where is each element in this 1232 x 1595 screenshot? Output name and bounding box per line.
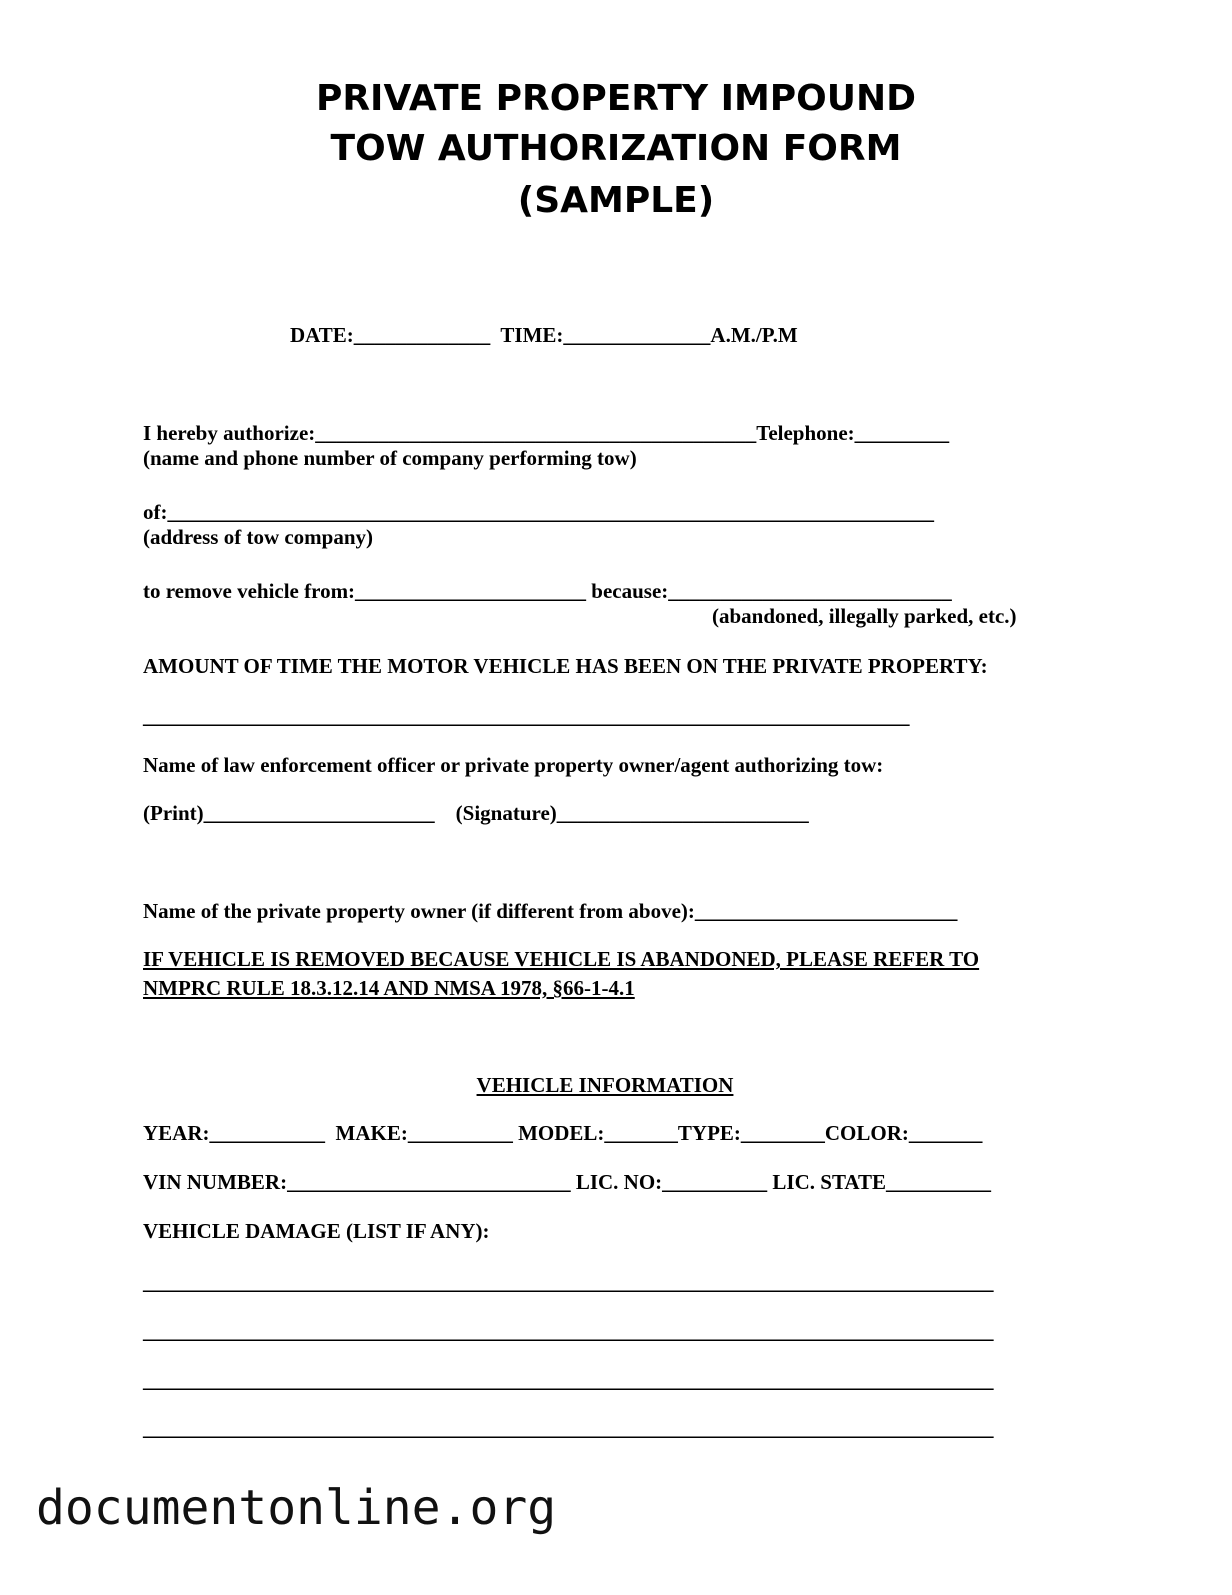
amount-of-time-field[interactable]: _________________________________________________________________________ bbox=[143, 704, 910, 728]
vehicle-details-row-2[interactable]: VIN NUMBER:___________________________ LIC. NO:__________ LIC. STATE__________ bbox=[143, 1170, 992, 1194]
date-time-field[interactable]: DATE:_____________ TIME:______________A.M./P.M bbox=[290, 323, 798, 347]
officer-label: Name of law enforcement officer or private property owner/agent authorizing tow: bbox=[143, 753, 884, 777]
remove-reason-note: (abandoned, illegally parked, etc.) bbox=[712, 604, 1017, 628]
form-title-line-1: PRIVATE PROPERTY IMPOUND bbox=[315, 78, 917, 119]
damage-line[interactable]: _________________________________________________________________________________ bbox=[143, 1368, 994, 1392]
abandoned-notice-line-2: NMPRC RULE 18.3.12.14 AND NMSA 1978, §66-1-4.1 bbox=[143, 976, 635, 1000]
authorize-note: (name and phone number of company performing tow) bbox=[143, 446, 637, 470]
damage-line[interactable]: _________________________________________________________________________________ bbox=[143, 1270, 994, 1294]
damage-line[interactable]: _________________________________________________________________________________ bbox=[143, 1319, 994, 1343]
site-watermark: documentonline.org bbox=[36, 1480, 557, 1536]
damage-line[interactable]: _________________________________________________________________________________ bbox=[143, 1416, 994, 1440]
remove-vehicle-field[interactable]: to remove vehicle from:______________________ because:___________________________ bbox=[143, 579, 952, 603]
print-signature-field[interactable]: (Print)______________________ (Signature)________________________ bbox=[143, 801, 809, 825]
vehicle-details-row-1[interactable]: YEAR:___________ MAKE:__________ MODEL:_______TYPE:________COLOR:_______ bbox=[143, 1121, 983, 1145]
property-owner-field[interactable]: Name of the private property owner (if different from above):_________________________ bbox=[143, 899, 958, 923]
abandoned-notice-line-1: IF VEHICLE IS REMOVED BECAUSE VEHICLE IS ABANDONED, PLEASE REFER TO bbox=[143, 947, 980, 971]
tow-company-address-field[interactable]: of:_________________________________________________________________________ bbox=[143, 500, 934, 524]
authorize-company-field[interactable]: I hereby authorize:__________________________________________Telephone:_________ bbox=[143, 421, 950, 445]
address-note: (address of tow company) bbox=[143, 525, 374, 549]
form-title-line-3: (SAMPLE) bbox=[517, 180, 715, 221]
vehicle-information-heading: VEHICLE INFORMATION bbox=[476, 1073, 734, 1097]
form-title-line-2: TOW AUTHORIZATION FORM bbox=[330, 128, 902, 169]
amount-of-time-label: AMOUNT OF TIME THE MOTOR VEHICLE HAS BEEN ON THE PRIVATE PROPERTY: bbox=[143, 654, 988, 678]
vehicle-damage-label: VEHICLE DAMAGE (LIST IF ANY): bbox=[143, 1219, 490, 1243]
